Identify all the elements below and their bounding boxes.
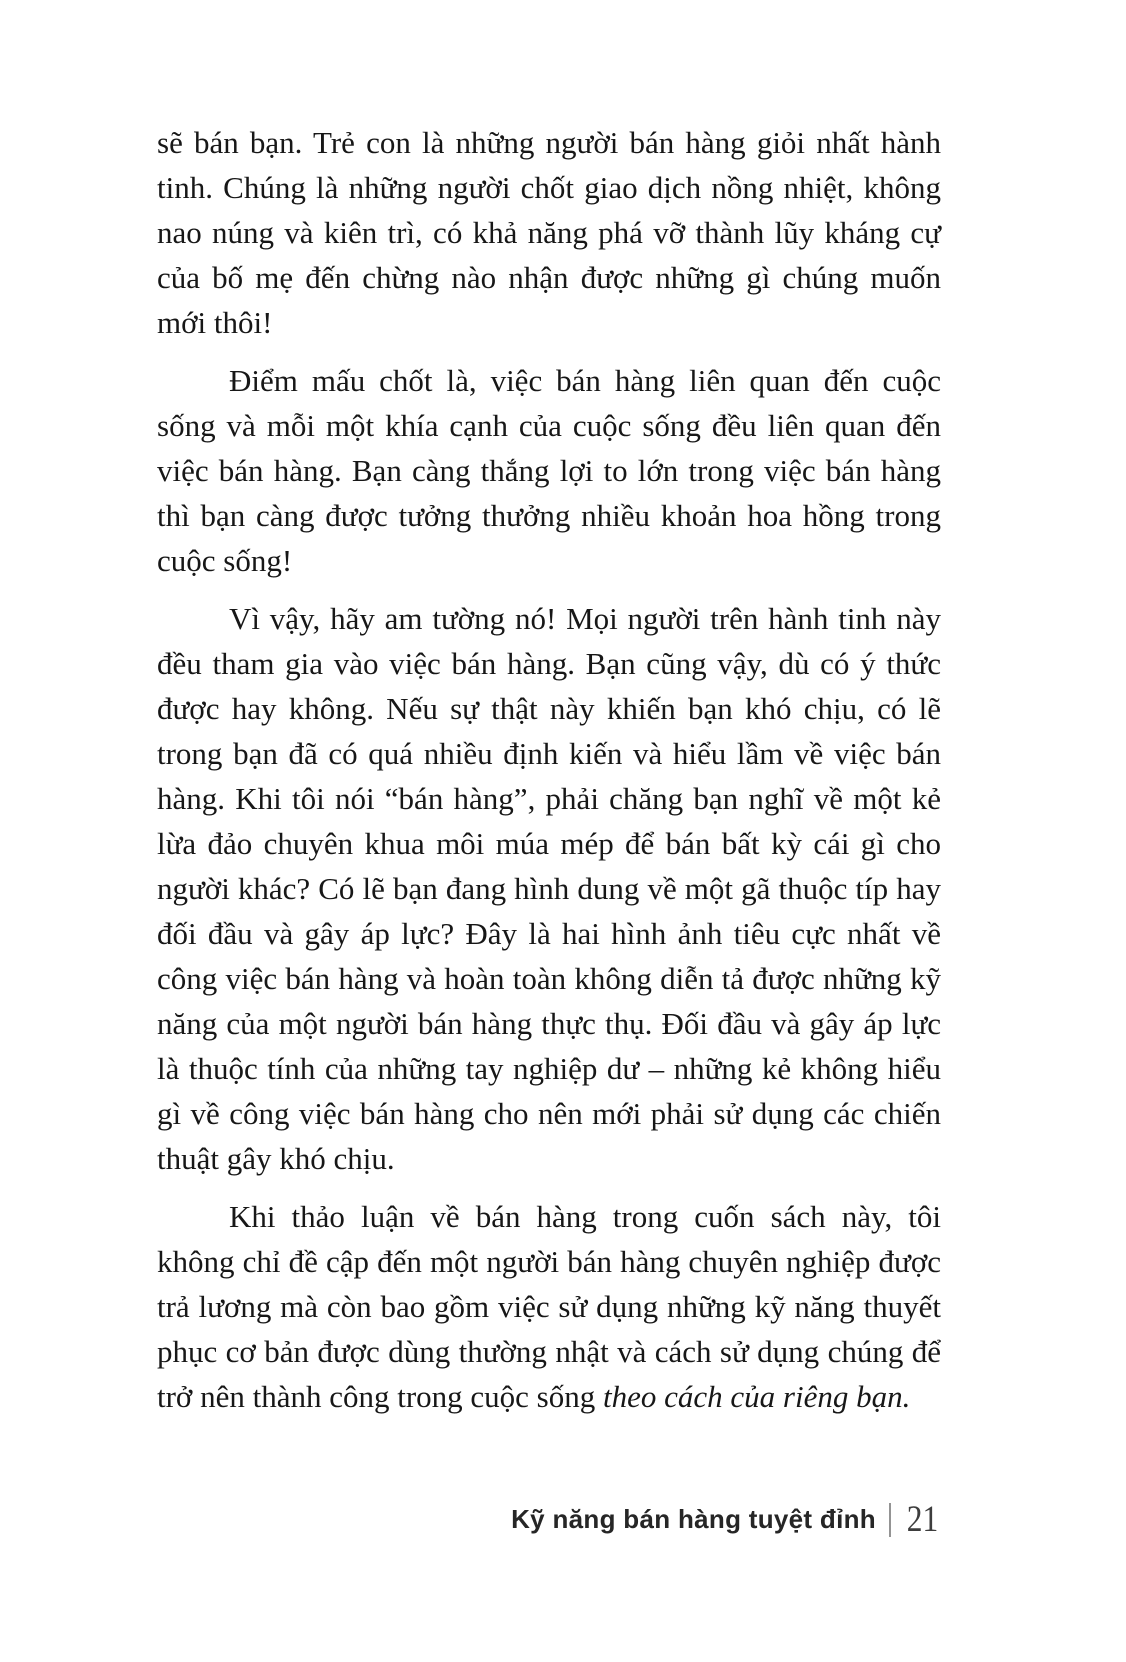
paragraph-key-point: Điểm mấu chốt là, việc bán hàng liên quan đến cuộc sống và mỗi một khía cạnh của cuộc sống đều liên quan đến việc bán hàng. Bạn càng thắng lợi to lớn trong việc bán hàng thì bạn càng được tưởng thưởng nhiều khoản hoa hồng trong cuộc sống! <box>157 363 941 578</box>
paragraph-misconceptions: Vì vậy, hãy am tường nó! Mọi người trên hành tinh này đều tham gia vào việc bán hàng. Bạn cũng vậy, dù có ý thức được hay không. Nếu sự thật này khiến bạn khó chịu, có lẽ trong bạn đã có quá nhiều định kiến và hiểu lầm về việc bán hàng. Khi tôi nói “bán hàng”, phải chăng bạn nghĩ về một kẻ lừa đảo chuyên khua môi múa mép để bán bất kỳ cái gì cho người khác? Có lẽ bạn đang hình dung về một gã thuộc típ hay đối đầu và gây áp lực? Đây là hai hình ảnh tiêu cực nhất về công việc bán hàng và hoàn toàn không diễn tả được những kỹ năng của một người bán hàng thực thụ. Đối đầu và gây áp lực là thuộc tính của những tay nghiệp dư – những kẻ không hiểu gì về công việc bán hàng cho nên mới phải sử dụng các chiến thuật gây khó chịu. <box>157 601 941 1176</box>
paragraph-closing-regular: Khi thảo luận về bán hàng trong cuốn sách này, tôi không chỉ đề cập đến một người bán hàng chuyên nghiệp được trả lương mà còn bao gồm việc sử dụng những kỹ năng thuyết phục cơ bản được dùng thường nhật và cách sử dụng chúng để trở nên thành công trong cuộc sống <box>157 1199 941 1414</box>
paragraph-continuation: sẽ bán bạn. Trẻ con là những người bán hàng giỏi nhất hành tinh. Chúng là những người chốt giao dịch nồng nhiệt, không nao núng và kiên trì, có khả năng phá vỡ thành lũy kháng cự của bố mẹ đến chừng nào nhận được những gì chúng muốn mới thôi! <box>157 125 941 340</box>
page-number: 21 <box>906 1499 939 1540</box>
page-footer <box>511 1498 941 1541</box>
footer-divider-bar <box>889 1503 891 1537</box>
running-book-title: Kỹ năng bán hàng tuyệt đỉnh <box>511 1504 876 1534</box>
paragraph-closing <box>157 1194 941 1419</box>
page-body-text <box>157 120 941 1432</box>
paragraph-closing-italic: theo cách của riêng bạn. <box>603 1379 911 1414</box>
